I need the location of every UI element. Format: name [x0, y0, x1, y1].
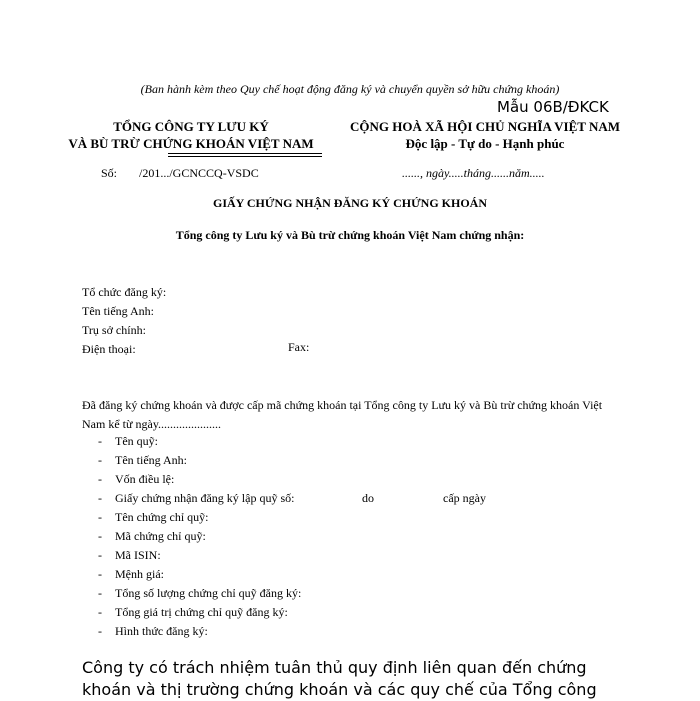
list-item: - Tổng giá trị chứng chỉ quỹ đăng ký: — [98, 603, 301, 622]
organization-divider-second — [168, 156, 322, 157]
list-item: - Mệnh giá: — [98, 565, 301, 584]
issue-date-label: cấp ngày — [443, 491, 486, 505]
document-number — [101, 166, 259, 181]
nation-motto: Độc lập - Tự do - Hạnh phúc — [405, 136, 565, 151]
number-label: Số: — [101, 166, 118, 180]
english-name-field-label: Tên tiếng Anh: — [82, 304, 154, 318]
list-item: - Tên chứng chỉ quỹ: — [98, 508, 301, 527]
registrant-fields — [82, 283, 166, 359]
date-line — [402, 166, 545, 181]
number-value: /201.../GCNCCQ-VSDC — [139, 166, 259, 180]
date-text: ......, ngày.....tháng......năm..... — [402, 166, 545, 180]
organization-line2: VÀ BÙ TRỪ CHỨNG KHOÁN VIỆT NAM — [68, 136, 314, 151]
registration-paragraph: Đã đăng ký chứng khoán và được cấp mã chứng khoán tại Tổng công ty Lưu ký và Bù trừ chứng khoán Việt Nam kể từ ngày..................... — [82, 398, 603, 431]
organization-divider — [168, 153, 322, 154]
document-subtitle: Tổng công ty Lưu ký và Bù trừ chứng khoán Việt Nam chứng nhận: — [175, 228, 525, 242]
issued-by-label: do — [362, 491, 374, 505]
document-title: GIẤY CHỨNG NHẬN ĐĂNG KÝ CHỨNG KHOÁN — [213, 196, 487, 210]
national-header — [330, 118, 640, 152]
list-item: - Mã chứng chỉ quỹ: — [98, 527, 301, 546]
phone-field-label: Điện thoại: — [82, 342, 136, 356]
regulation-note: (Ban hành kèm theo Quy chế hoạt động đăng ký và chuyển quyền sở hữu chứng khoán) — [140, 82, 560, 96]
list-item: - Tên tiếng Anh: — [98, 451, 301, 470]
list-item: - Hình thức đăng ký: — [98, 622, 301, 641]
list-item: - Vốn điều lệ: — [98, 470, 301, 489]
list-item: - Giấy chứng nhận đăng ký lập quỹ số: do cấp ngày — [98, 489, 301, 508]
list-item: - Tên quỹ: — [98, 432, 301, 451]
org-field-label: Tổ chức đăng ký: — [82, 285, 167, 299]
organization-header — [56, 118, 326, 152]
organization-line1: TỔNG CÔNG TY LƯU KÝ — [113, 119, 269, 134]
list-item: - Tổng số lượng chứng chỉ quỹ đăng ký: — [98, 584, 301, 603]
head-office-field-label: Trụ sở chính: — [82, 323, 146, 337]
closing-paragraph: Công ty có trách nhiệm tuân thủ quy định liên quan đến chứng khoán và thị trường chứng khoán và các quy chế của Tổng công — [82, 658, 597, 699]
fax-field-label: Fax: — [288, 340, 310, 354]
nation-name: CỘNG HOÀ XÃ HỘI CHỦ NGHĨA VIỆT NAM — [349, 119, 621, 134]
fund-details-list — [98, 432, 486, 641]
form-code: Mẫu 06B/ĐKCK — [497, 98, 609, 116]
list-item: - Mã ISIN: — [98, 546, 301, 565]
